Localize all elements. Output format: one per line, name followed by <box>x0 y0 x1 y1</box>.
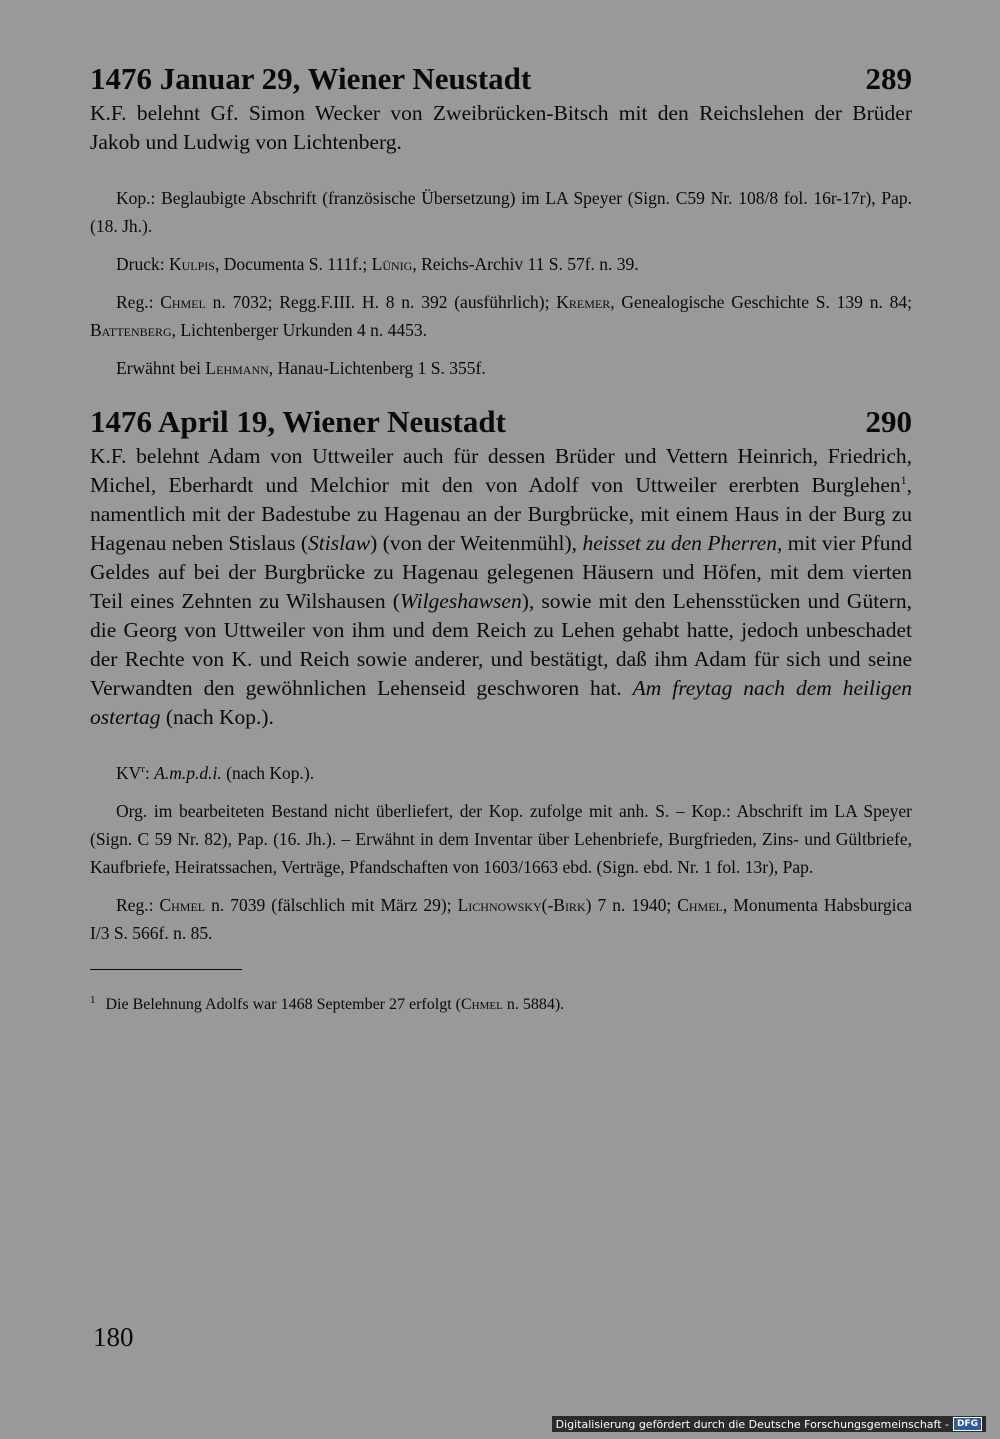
dfg-logo: DFG <box>953 1417 982 1431</box>
entry-date-place: 1476 April 19, Wiener Neustadt <box>90 404 506 439</box>
reg-note: Reg.: Chmel n. 7039 (fälschlich mit März 29); Lichnowsky(-Birk) 7 n. 1940; Chmel, Monumenta Habsburgica I/3 S. 566f. n. 85. <box>90 895 912 943</box>
author-name: Lichnowsky(-Birk) <box>457 895 592 915</box>
entry-summary: K.F. belehnt Adam von Uttweiler auch für dessen Brüder und Vettern Heinrich, Friedrich, Michel, Eberhardt und Melchior mit den von Adolf von Uttweiler ererbten Burglehen$^1$, namentlich mit der Badestube zu Hagenau an der Burgbrücke, mit einem Haus in der Burg zu Hagenau neben Stislaus (Stislaw) (von der Weitenmühl), heisset zu den Pherren, mit vier Pfund Geldes auf bei der Burgbrücke zu Hagenau gelegenen Häusern und Höfen, mit dem vierten Teil eines Zehnten zu Wilshausen (Wilgeshawsen), sowie mit den Lehensstücken und Gütern, die Georg von Uttweiler von ihm und dem Reich zu Lehen gehabt hatte, jedoch unbeschadet der Rechte von K. und Reich sowie anderer, und bestätigt, daß ihm Adam für sich und seine Verwandten den gewöhnlichen Lehenseid geschworen hat. Am freytag nach dem heiligen ostertag (nach Kop.). <box>90 444 913 729</box>
author-name: Lehmann <box>205 358 269 378</box>
entry-290 <box>90 403 912 947</box>
footnote-reference[interactable]: 1 <box>900 472 907 487</box>
author-name: Chmel <box>160 292 206 312</box>
page-number: 180 <box>93 1322 134 1352</box>
entry-heading <box>90 60 912 98</box>
entry-number: 290 <box>865 404 912 439</box>
kv-note: KV$^r$: A.m.p.d.i. (nach Kop.). <box>116 763 315 783</box>
author-name: Kulpis <box>168 254 215 274</box>
footnote-mark: 1 <box>90 993 96 1006</box>
kop-note: Kop.: Beglaubigte Abschrift (französische Übersetzung) im LA Speyer (Sign. C59 Nr. 108/8 fol. 16r-17r), Pap. (18. Jh.). <box>90 188 912 236</box>
reg-note: Reg.: Chmel n. 7032; Regg.F.III. H. 8 n. 392 (ausführlich); Kremer, Genealogische Geschichte S. 139 n. 84; Battenberg, Lichtenberger Urkunden 4 n. 4453. <box>90 292 912 340</box>
author-name: Chmel <box>460 996 503 1013</box>
author-name: Chmel <box>677 895 723 915</box>
author-name: Kremer <box>556 292 611 312</box>
author-name: Battenberg <box>90 320 172 340</box>
author-name: Chmel <box>159 895 206 915</box>
footnote: $^1$ Die Belehnung Adolfs war 1468 September 27 erfolgt (Chmel n. 5884). <box>90 993 565 1013</box>
org-note: Org. im bearbeiteten Bestand nicht überliefert, der Kop. zufolge mit anh. S. – Kop.: Abschrift im LA Speyer (Sign. C 59 Nr. 82), Pap. (16. Jh.). – Erwähnt in dem Inventar über Lehenbriefe, Burgfrieden, Zins- und Gültbriefe, Kaufbriefe, Heiratssachen, Verträge, Pfandschaften von 1603/1663 ebd. (Sign. ebd. Nr. 1 fol. 13r), Pap. <box>90 801 912 877</box>
entry-summary: K.F. belehnt Gf. Simon Wecker von Zweibrücken-Bitsch mit den Reichslehen der Brüder Jakob und Ludwig von Lichtenberg. <box>90 101 912 154</box>
entry-heading <box>90 403 912 441</box>
entry-289 <box>90 60 912 382</box>
digitization-credit <box>552 1416 986 1432</box>
entry-date-place: 1476 Januar 29, Wiener Neustadt <box>90 61 532 96</box>
druck-note: Druck: Kulpis, Documenta S. 111f.; Lünig, Reichs-Archiv 11 S. 57f. n. 39. <box>116 254 639 274</box>
erwaehnt-note: Erwähnt bei Lehmann, Hanau-Lichtenberg 1 S. 355f. <box>116 358 486 378</box>
footnote-divider <box>90 969 242 970</box>
document-page <box>90 60 912 1016</box>
author-name: Lünig <box>371 254 413 274</box>
credit-text: Digitalisierung gefördert durch die Deutsche Forschungsgemeinschaft - <box>555 1417 949 1431</box>
entry-number: 289 <box>865 61 912 96</box>
